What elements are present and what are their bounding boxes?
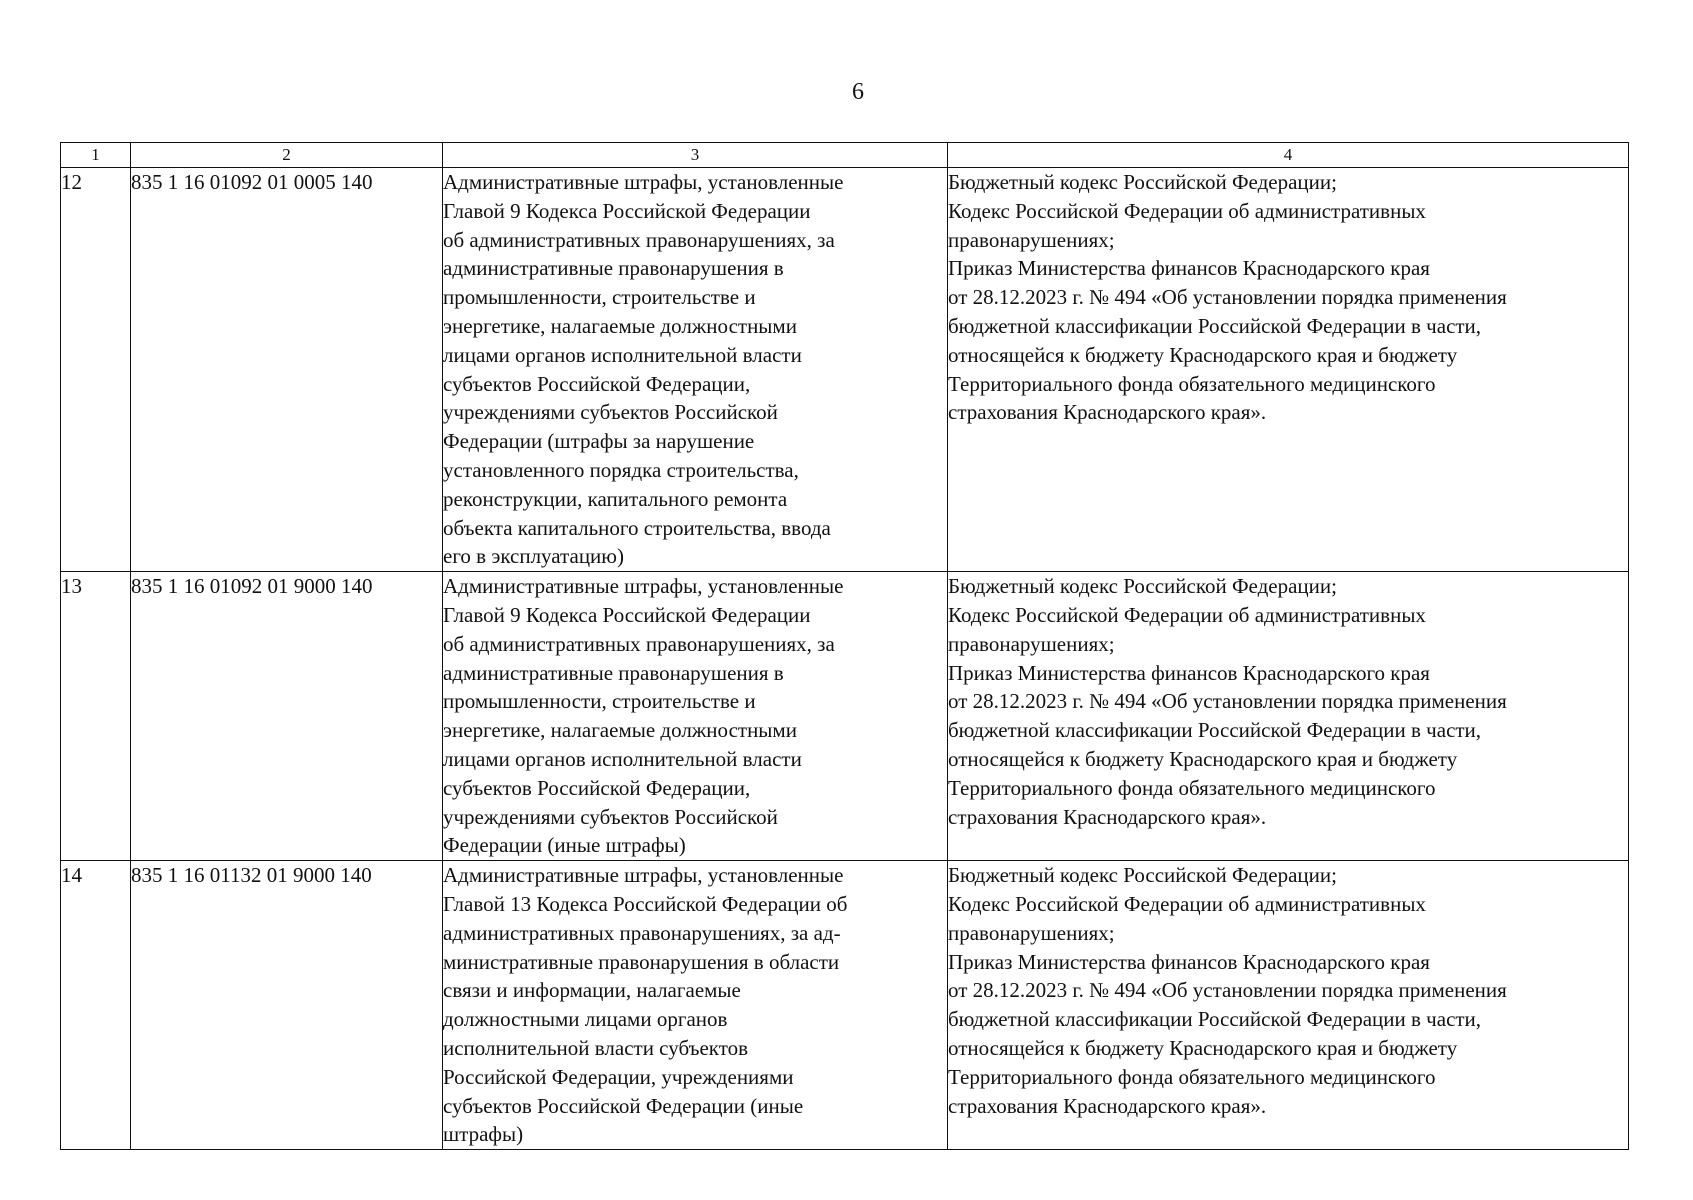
legal-basis-line: Кодекс Российской Федерации об административных xyxy=(948,198,1426,223)
description-line: об административных правонарушениях, за xyxy=(443,631,835,656)
table-body xyxy=(61,168,1629,1150)
description-line: субъектов Российской Федерации (иные xyxy=(443,1093,804,1118)
description-line: учреждениями субъектов Российской xyxy=(443,804,778,829)
column-header-3: 3 xyxy=(443,143,948,168)
legal-basis-line: Бюджетный кодекс Российской Федерации; xyxy=(948,170,1337,194)
legal-basis-line: от 28.12.2023 г. № 494 «Об установлении порядка применения xyxy=(948,978,1507,1003)
page-number: 6 xyxy=(852,79,864,105)
column-header-2: 2 xyxy=(131,143,443,168)
description-line: лицами органов исполнительной власти xyxy=(443,746,802,771)
income-description xyxy=(443,861,948,1150)
legal-basis-line: Бюджетный кодекс Российской Федерации; xyxy=(948,574,1337,599)
description-line: установленного порядка строительства, xyxy=(443,457,799,482)
row-number: 14 xyxy=(61,861,131,1150)
table-row xyxy=(61,861,1629,1150)
row-number: 12 xyxy=(61,168,131,572)
description-line: Административные штрафы, установленные xyxy=(443,574,844,599)
description-line: административных правонарушениях, за ад- xyxy=(443,920,841,945)
description-line: промышленности, строительстве и xyxy=(443,689,756,714)
description-line: субъектов Российской Федерации, xyxy=(443,775,751,800)
description-line: энергетике, налагаемые должностными xyxy=(443,718,797,743)
description-line: Административные штрафы, установленные xyxy=(443,863,844,888)
description-line: лицами органов исполнительной власти xyxy=(443,342,802,367)
legal-basis-line: страхования Краснодарского края». xyxy=(948,804,1267,829)
legal-basis xyxy=(948,572,1629,861)
column-header-4: 4 xyxy=(948,143,1629,168)
legal-basis-line: Территориального фонда обязательного медицинского xyxy=(948,371,1436,396)
description-line: административные правонарушения в xyxy=(443,660,784,685)
legal-basis-line: Кодекс Российской Федерации об административных xyxy=(948,602,1426,627)
legal-basis-line: Территориального фонда обязательного медицинского xyxy=(948,1064,1436,1089)
budget-codes-table xyxy=(60,142,1629,1150)
description-line: субъектов Российской Федерации, xyxy=(443,371,751,396)
description-line: энергетике, налагаемые должностными xyxy=(443,313,797,338)
legal-basis-line: страхования Краснодарского края». xyxy=(948,400,1267,425)
income-description xyxy=(443,572,948,861)
legal-basis xyxy=(948,168,1629,572)
legal-basis-line: Кодекс Российской Федерации об административных xyxy=(948,891,1426,916)
legal-basis-line: правонарушениях; xyxy=(948,920,1115,945)
description-line: реконструкции, капитального ремонта xyxy=(443,486,788,511)
legal-basis-line: Территориального фонда обязательного медицинского xyxy=(948,775,1436,800)
legal-basis-line: правонарушениях; xyxy=(948,631,1115,656)
description-line: Главой 9 Кодекса Российской Федерации xyxy=(443,602,811,627)
legal-basis xyxy=(948,861,1629,1150)
budget-classification-code: 835 1 16 01092 01 9000 140 xyxy=(131,572,443,861)
legal-basis-line: от 28.12.2023 г. № 494 «Об установлении порядка применения xyxy=(948,689,1507,714)
description-line: учреждениями субъектов Российской xyxy=(443,400,778,425)
description-line: Главой 13 Кодекса Российской Федерации об xyxy=(443,891,848,916)
description-line: должностными лицами органов xyxy=(443,1007,728,1032)
description-line: связи и информации, налагаемые xyxy=(443,978,741,1003)
description-line: Главой 9 Кодекса Российской Федерации xyxy=(443,198,811,223)
description-line: Административные штрафы, установленные xyxy=(443,170,844,194)
description-line: штрафы) xyxy=(443,1122,524,1147)
description-line: исполнительной власти субъектов xyxy=(443,1035,749,1060)
description-line: административные правонарушения в xyxy=(443,256,784,281)
column-header-1: 1 xyxy=(61,143,131,168)
description-line: министративные правонарушения в области xyxy=(443,949,840,974)
description-line: объекта капитального строительства, ввода xyxy=(443,515,831,540)
legal-basis-line: относящейся к бюджету Краснодарского края и бюджету xyxy=(948,746,1458,771)
legal-basis-line: страхования Краснодарского края». xyxy=(948,1093,1267,1118)
legal-basis-line: Приказ Министерства финансов Краснодарского края xyxy=(948,256,1430,281)
legal-basis-line: правонарушениях; xyxy=(948,227,1115,252)
legal-basis-line: Приказ Министерства финансов Краснодарского края xyxy=(948,660,1430,685)
description-line: его в эксплуатацию) xyxy=(443,544,624,569)
legal-basis-line: бюджетной классификации Российской Федерации в части, xyxy=(948,1007,1482,1032)
income-description xyxy=(443,168,948,572)
description-line: об административных правонарушениях, за xyxy=(443,227,835,252)
description-line: Федерации (иные штрафы) xyxy=(443,833,686,858)
description-line: Федерации (штрафы за нарушение xyxy=(443,429,755,454)
table-header-row xyxy=(61,143,1629,168)
row-number: 13 xyxy=(61,572,131,861)
legal-basis-line: от 28.12.2023 г. № 494 «Об установлении порядка применения xyxy=(948,285,1507,310)
legal-basis-line: относящейся к бюджету Краснодарского края и бюджету xyxy=(948,1035,1458,1060)
table-row xyxy=(61,572,1629,861)
legal-basis-line: Бюджетный кодекс Российской Федерации; xyxy=(948,863,1337,888)
budget-classification-code: 835 1 16 01092 01 0005 140 xyxy=(131,168,443,572)
description-line: промышленности, строительстве и xyxy=(443,285,756,310)
legal-basis-line: бюджетной классификации Российской Федерации в части, xyxy=(948,313,1482,338)
legal-basis-line: Приказ Министерства финансов Краснодарского края xyxy=(948,949,1430,974)
legal-basis-line: бюджетной классификации Российской Федерации в части, xyxy=(948,718,1482,743)
budget-classification-code: 835 1 16 01132 01 9000 140 xyxy=(131,861,443,1150)
legal-basis-line: относящейся к бюджету Краснодарского края и бюджету xyxy=(948,342,1458,367)
table-row xyxy=(61,168,1629,572)
description-line: Российской Федерации, учреждениями xyxy=(443,1064,794,1089)
